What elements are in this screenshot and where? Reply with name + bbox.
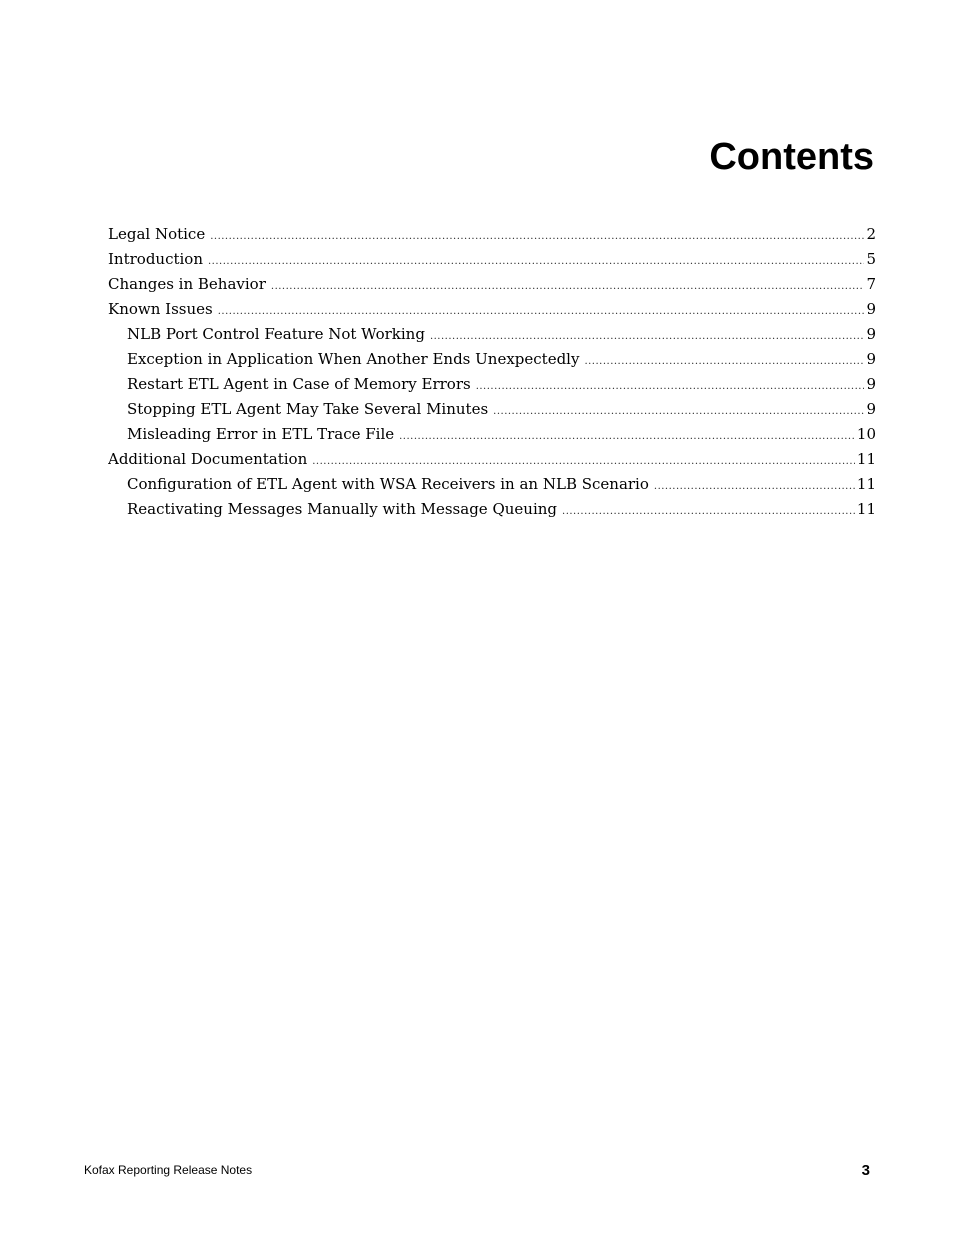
toc-dot-leader	[208, 249, 864, 272]
toc-entry-label: Exception in Application When Another Ends Unexpectedly	[127, 350, 580, 368]
toc-entry-label: Known Issues	[108, 300, 213, 318]
page-title: Contents	[709, 136, 874, 178]
toc-entry-page: 9	[866, 300, 876, 318]
toc-entry-label: Legal Notice	[108, 225, 206, 243]
toc-entry-page: 2	[866, 225, 876, 243]
toc-entry-reactivating-messages[interactable]	[108, 497, 876, 522]
toc-entry-label: Reactivating Messages Manually with Message Queuing	[127, 500, 558, 518]
toc-dot-leader	[476, 374, 865, 397]
toc-entry-label: Restart ETL Agent in Case of Memory Errors	[127, 375, 471, 393]
toc-dot-leader	[399, 424, 855, 447]
toc-entry-page: 11	[856, 475, 876, 493]
toc-entry-legal-notice[interactable]	[108, 222, 876, 247]
toc-entry-restart-etl-agent[interactable]	[108, 372, 876, 397]
footer-document-title: Kofax Reporting Release Notes	[84, 1163, 253, 1177]
toc-entry-page: 5	[866, 250, 876, 268]
toc-entry-label: Changes in Behavior	[108, 275, 266, 293]
toc-entry-stopping-etl-agent[interactable]	[108, 397, 876, 422]
toc-entry-label: Stopping ETL Agent May Take Several Minutes	[127, 400, 489, 418]
toc-entry-page: 10	[856, 425, 876, 443]
table-of-contents	[108, 222, 876, 522]
toc-dot-leader	[312, 449, 855, 472]
toc-entry-introduction[interactable]	[108, 247, 876, 272]
toc-entry-page: 11	[856, 450, 876, 468]
toc-dot-leader	[210, 224, 864, 247]
toc-dot-leader	[493, 399, 864, 422]
toc-dot-leader	[584, 349, 864, 372]
footer-page-number: 3	[861, 1162, 870, 1179]
toc-entry-page: 9	[866, 400, 876, 418]
toc-entry-configuration-etl-agent[interactable]	[108, 472, 876, 497]
toc-entry-label: Configuration of ETL Agent with WSA Receivers in an NLB Scenario	[127, 475, 649, 493]
toc-entry-label: Misleading Error in ETL Trace File	[127, 425, 395, 443]
toc-entry-additional-documentation[interactable]	[108, 447, 876, 472]
toc-entry-page: 9	[866, 325, 876, 343]
toc-entry-changes-in-behavior[interactable]	[108, 272, 876, 297]
toc-entry-page: 11	[856, 500, 876, 518]
toc-entry-exception-in-application[interactable]	[108, 347, 876, 372]
toc-dot-leader	[654, 474, 855, 497]
toc-entry-page: 9	[866, 350, 876, 368]
toc-dot-leader	[218, 299, 865, 322]
toc-entry-label: Additional Documentation	[108, 450, 308, 468]
toc-entry-label: NLB Port Control Feature Not Working	[127, 325, 425, 343]
toc-entry-known-issues[interactable]	[108, 297, 876, 322]
toc-entry-label: Introduction	[108, 250, 203, 268]
toc-entry-misleading-error[interactable]	[108, 422, 876, 447]
toc-entry-page: 7	[866, 275, 876, 293]
toc-entry-page: 9	[866, 375, 876, 393]
toc-entry-nlb-port-control[interactable]	[108, 322, 876, 347]
toc-dot-leader	[271, 274, 865, 297]
toc-dot-leader	[562, 499, 855, 522]
toc-dot-leader	[430, 324, 865, 347]
